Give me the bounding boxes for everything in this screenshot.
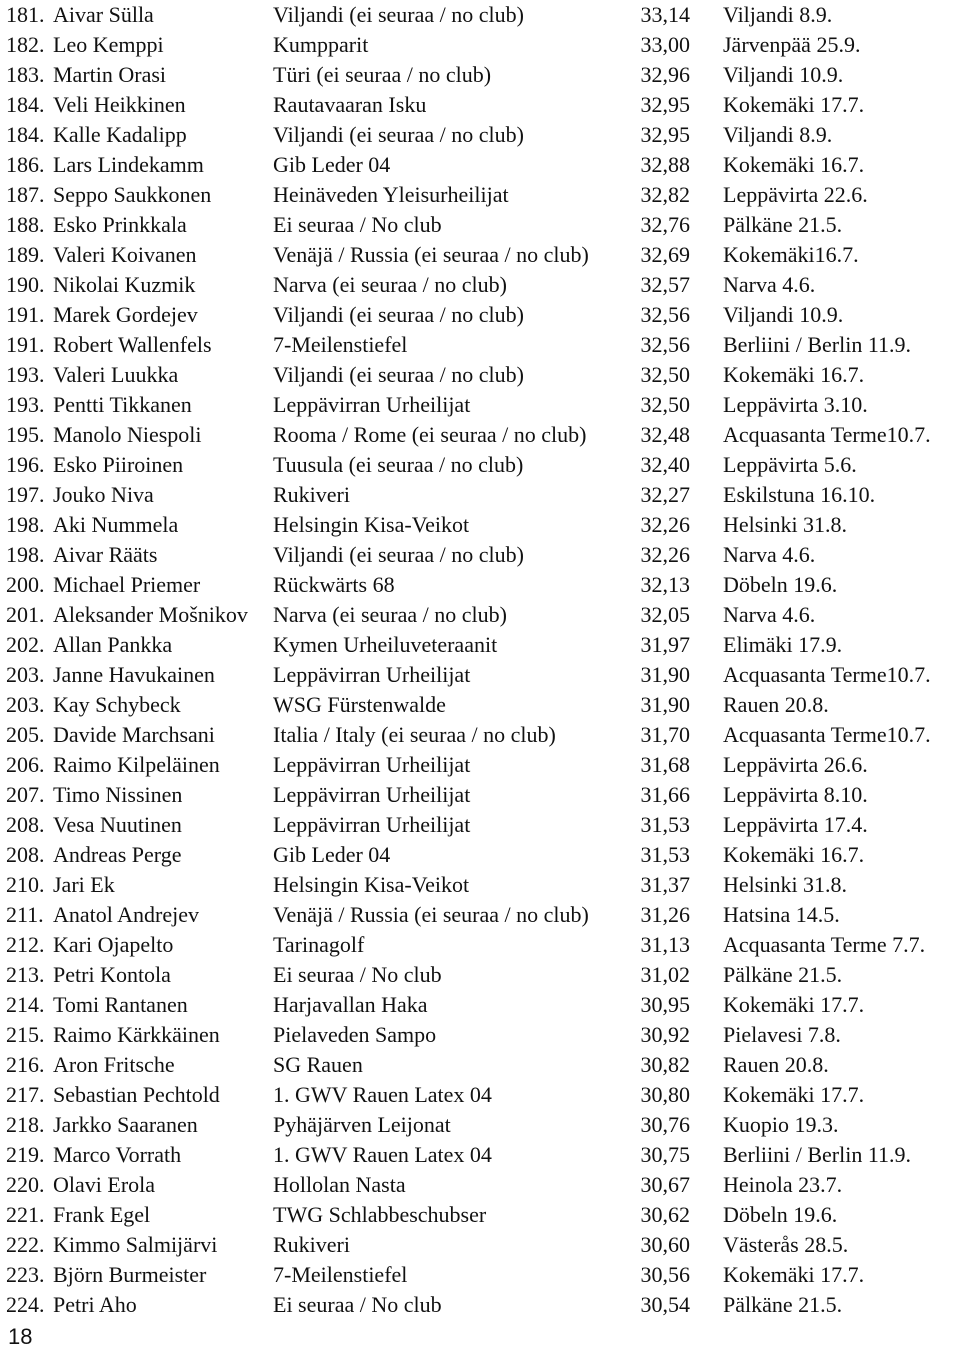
club-name: Rukiveri: [273, 1232, 350, 1257]
result-row: [6, 360, 960, 390]
athlete-name: Valeri Koivanen: [53, 242, 197, 267]
athlete-name: Janne Havukainen: [53, 662, 215, 687]
competition-place-date: Pielavesi 7.8.: [723, 1022, 841, 1047]
competition-place-date: Kokemäki 17.7.: [723, 92, 865, 117]
result-value: 32,48: [640, 422, 690, 447]
result-value: 31,90: [640, 662, 690, 687]
result-value: 30,95: [640, 992, 690, 1017]
athlete-name: Jari Ek: [53, 872, 115, 897]
result-row: [6, 1260, 960, 1290]
club-name: Ei seuraa / No club: [273, 212, 442, 237]
rank-cell: 218.: [6, 1112, 45, 1137]
result-row: [6, 540, 960, 570]
competition-place-date: Kuopio 19.3.: [723, 1112, 839, 1137]
athlete-name: Björn Burmeister: [53, 1262, 207, 1287]
competition-place-date: Berliini / Berlin 11.9.: [723, 332, 911, 357]
result-value: 33,14: [640, 2, 690, 27]
rank-cell: 215.: [6, 1022, 45, 1047]
club-name: Ei seuraa / No club: [273, 962, 442, 987]
club-name: Leppävirran Urheilijat: [273, 662, 471, 687]
result-value: 31,02: [640, 962, 690, 987]
result-row: [6, 90, 960, 120]
rank-cell: 202.: [6, 632, 45, 657]
rank-cell: 208.: [6, 842, 45, 867]
athlete-name: Seppo Saukkonen: [53, 182, 212, 207]
rank-cell: 203.: [6, 662, 45, 687]
rank-cell: 213.: [6, 962, 45, 987]
club-name: 1. GWV Rauen Latex 04: [273, 1142, 492, 1167]
result-value: 31,53: [640, 812, 690, 837]
athlete-name: Manolo Niespoli: [53, 422, 202, 447]
competition-place-date: Västerås 28.5.: [723, 1232, 849, 1257]
competition-place-date: Döbeln 19.6.: [723, 572, 838, 597]
result-value: 31,90: [640, 692, 690, 717]
athlete-name: Tomi Rantanen: [53, 992, 188, 1017]
club-name: Leppävirran Urheilijat: [273, 812, 471, 837]
club-name: Leppävirran Urheilijat: [273, 752, 471, 777]
result-value: 31,70: [640, 722, 690, 747]
result-row: [6, 840, 960, 870]
rank-cell: 210.: [6, 872, 45, 897]
rank-cell: 203.: [6, 692, 45, 717]
result-row: [6, 1050, 960, 1080]
result-row: [6, 1110, 960, 1140]
competition-place-date: Narva 4.6.: [723, 542, 816, 567]
result-value: 30,60: [640, 1232, 690, 1257]
rank-cell: 224.: [6, 1292, 45, 1317]
competition-place-date: Kokemäki16.7.: [723, 242, 859, 267]
rank-cell: 197.: [6, 482, 45, 507]
rank-cell: 190.: [6, 272, 45, 297]
competition-place-date: Leppävirta 17.4.: [723, 812, 868, 837]
result-value: 32,26: [640, 512, 690, 537]
competition-place-date: Pälkäne 21.5.: [723, 212, 843, 237]
competition-place-date: Kokemäki 17.7.: [723, 992, 865, 1017]
rank-cell: 184.: [6, 122, 45, 147]
result-row: [6, 810, 960, 840]
result-value: 32,40: [640, 452, 690, 477]
rank-cell: 188.: [6, 212, 45, 237]
rank-cell: 217.: [6, 1082, 45, 1107]
competition-place-date: Rauen 20.8.: [723, 692, 829, 717]
result-value: 31,26: [640, 902, 690, 927]
result-value: 32,69: [640, 242, 690, 267]
club-name: Heinäveden Yleisurheilijat: [273, 182, 509, 207]
rank-cell: 201.: [6, 602, 45, 627]
result-row: [6, 240, 960, 270]
athlete-name: Michael Priemer: [53, 572, 201, 597]
competition-place-date: Narva 4.6.: [723, 602, 816, 627]
competition-place-date: Kokemäki 17.7.: [723, 1082, 865, 1107]
result-value: 32,50: [640, 362, 690, 387]
result-row: [6, 210, 960, 240]
result-value: 30,82: [640, 1052, 690, 1077]
athlete-name: Pentti Tikkanen: [53, 392, 192, 417]
club-name: Leppävirran Urheilijat: [273, 782, 471, 807]
result-row: [6, 1200, 960, 1230]
result-value: 31,68: [640, 752, 690, 777]
club-name: Pielaveden Sampo: [273, 1022, 437, 1047]
result-row: [6, 690, 960, 720]
rank-cell: 206.: [6, 752, 45, 777]
competition-place-date: Kokemäki 17.7.: [723, 1262, 865, 1287]
result-value: 31,97: [640, 632, 690, 657]
competition-place-date: Döbeln 19.6.: [723, 1202, 838, 1227]
club-name: Rooma / Rome (ei seuraa / no club): [273, 422, 587, 447]
athlete-name: Raimo Kärkkäinen: [53, 1022, 220, 1047]
rank-cell: 193.: [6, 362, 45, 387]
result-row: [6, 1140, 960, 1170]
competition-place-date: Viljandi 8.9.: [723, 2, 833, 27]
competition-place-date: Viljandi 8.9.: [723, 122, 833, 147]
result-value: 30,56: [640, 1262, 690, 1287]
result-row: [6, 600, 960, 630]
club-name: Gib Leder 04: [273, 842, 391, 867]
club-name: Viljandi (ei seuraa / no club): [273, 122, 524, 147]
rank-cell: 196.: [6, 452, 45, 477]
competition-place-date: Leppävirta 26.6.: [723, 752, 868, 777]
competition-place-date: Leppävirta 5.6.: [723, 452, 857, 477]
club-name: 7-Meilenstiefel: [273, 1262, 408, 1287]
result-row: [6, 450, 960, 480]
athlete-name: Anatol Andrejev: [53, 902, 200, 927]
competition-place-date: Kokemäki 16.7.: [723, 362, 865, 387]
athlete-name: Timo Nissinen: [53, 782, 183, 807]
club-name: Venäjä / Russia (ei seuraa / no club): [273, 242, 589, 267]
rank-cell: 216.: [6, 1052, 45, 1077]
result-value: 31,37: [640, 872, 690, 897]
competition-place-date: Berliini / Berlin 11.9.: [723, 1142, 911, 1167]
results-list: [6, 0, 960, 1320]
result-value: 31,53: [640, 842, 690, 867]
result-row: [6, 0, 960, 30]
result-row: [6, 630, 960, 660]
competition-place-date: Leppävirta 22.6.: [723, 182, 868, 207]
result-row: [6, 750, 960, 780]
result-value: 32,56: [640, 332, 690, 357]
athlete-name: Aleksander Mošnikov: [53, 602, 248, 627]
athlete-name: Aivar Rääts: [53, 542, 158, 567]
rank-cell: 221.: [6, 1202, 45, 1227]
result-row: [6, 780, 960, 810]
athlete-name: Esko Piiroinen: [53, 452, 184, 477]
rank-cell: 195.: [6, 422, 45, 447]
club-name: Helsingin Kisa-Veikot: [273, 512, 470, 537]
result-value: 32,27: [640, 482, 690, 507]
athlete-name: Petri Kontola: [53, 962, 171, 987]
result-value: 33,00: [640, 32, 690, 57]
club-name: Rukiveri: [273, 482, 350, 507]
athlete-name: Allan Pankka: [53, 632, 173, 657]
athlete-name: Petri Aho: [53, 1292, 137, 1317]
athlete-name: Robert Wallenfels: [53, 332, 212, 357]
result-row: [6, 900, 960, 930]
athlete-name: Vesa Nuutinen: [53, 812, 182, 837]
result-value: 30,92: [640, 1022, 690, 1047]
rank-cell: 219.: [6, 1142, 45, 1167]
result-row: [6, 270, 960, 300]
athlete-name: Kay Schybeck: [53, 692, 181, 717]
result-value: 31,13: [640, 932, 690, 957]
club-name: Türi (ei seuraa / no club): [273, 62, 492, 87]
athlete-name: Nikolai Kuzmik: [53, 272, 196, 297]
competition-place-date: Elimäki 17.9.: [723, 632, 843, 657]
competition-place-date: Järvenpää 25.9.: [723, 32, 861, 57]
athlete-name: Esko Prinkkala: [53, 212, 187, 237]
club-name: Hollolan Nasta: [273, 1172, 406, 1197]
rank-cell: 187.: [6, 182, 45, 207]
result-value: 30,76: [640, 1112, 690, 1137]
athlete-name: Kimmo Salmijärvi: [53, 1232, 218, 1257]
athlete-name: Kari Ojapelto: [53, 932, 174, 957]
club-name: TWG Schlabbeschubser: [273, 1202, 487, 1227]
club-name: Rückwärts 68: [273, 572, 395, 597]
rank-cell: 223.: [6, 1262, 45, 1287]
club-name: Leppävirran Urheilijat: [273, 392, 471, 417]
athlete-name: Martin Orasi: [53, 62, 167, 87]
athlete-name: Sebastian Pechtold: [53, 1082, 220, 1107]
rank-cell: 208.: [6, 812, 45, 837]
result-value: 30,67: [640, 1172, 690, 1197]
result-row: [6, 120, 960, 150]
competition-place-date: Leppävirta 3.10.: [723, 392, 868, 417]
rank-cell: 182.: [6, 32, 45, 57]
result-row: [6, 1290, 960, 1320]
result-value: 30,54: [640, 1292, 690, 1317]
result-value: 32,13: [640, 572, 690, 597]
rank-cell: 222.: [6, 1232, 45, 1257]
result-row: [6, 990, 960, 1020]
result-value: 32,82: [640, 182, 690, 207]
competition-place-date: Narva 4.6.: [723, 272, 816, 297]
athlete-name: Valeri Luukka: [53, 362, 179, 387]
club-name: Italia / Italy (ei seuraa / no club): [273, 722, 556, 747]
rank-cell: 205.: [6, 722, 45, 747]
club-name: Rautavaaran Isku: [273, 92, 427, 117]
rank-cell: 189.: [6, 242, 45, 267]
athlete-name: Aki Nummela: [53, 512, 179, 537]
result-row: [6, 60, 960, 90]
result-row: [6, 420, 960, 450]
athlete-name: Marek Gordejev: [53, 302, 198, 327]
club-name: Pyhäjärven Leijonat: [273, 1112, 451, 1137]
result-value: 30,62: [640, 1202, 690, 1227]
result-value: 32,95: [640, 122, 690, 147]
athlete-name: Aivar Sülla: [53, 2, 154, 27]
result-row: [6, 660, 960, 690]
competition-place-date: Acquasanta Terme 7.7.: [723, 932, 926, 957]
rank-cell: 220.: [6, 1172, 45, 1197]
result-row: [6, 1230, 960, 1260]
rank-cell: 191.: [6, 302, 45, 327]
club-name: Narva (ei seuraa / no club): [273, 272, 507, 297]
competition-place-date: Acquasanta Terme10.7.: [723, 722, 931, 747]
athlete-name: Veli Heikkinen: [53, 92, 186, 117]
competition-place-date: Heinola 23.7.: [723, 1172, 843, 1197]
result-row: [6, 570, 960, 600]
result-row: [6, 960, 960, 990]
competition-place-date: Acquasanta Terme10.7.: [723, 662, 931, 687]
club-name: Gib Leder 04: [273, 152, 391, 177]
athlete-name: Frank Egel: [53, 1202, 151, 1227]
result-row: [6, 720, 960, 750]
result-value: 32,56: [640, 302, 690, 327]
club-name: WSG Fürstenwalde: [273, 692, 446, 717]
result-row: [6, 510, 960, 540]
rank-cell: 184.: [6, 92, 45, 117]
result-value: 32,88: [640, 152, 690, 177]
club-name: Viljandi (ei seuraa / no club): [273, 542, 524, 567]
athlete-name: Jouko Niva: [53, 482, 154, 507]
result-row: [6, 390, 960, 420]
result-row: [6, 330, 960, 360]
rank-cell: 214.: [6, 992, 45, 1017]
club-name: Narva (ei seuraa / no club): [273, 602, 507, 627]
result-value: 32,26: [640, 542, 690, 567]
rank-cell: 186.: [6, 152, 45, 177]
competition-place-date: Kokemäki 16.7.: [723, 152, 865, 177]
club-name: SG Rauen: [273, 1052, 363, 1077]
result-row: [6, 150, 960, 180]
athlete-name: Raimo Kilpeläinen: [53, 752, 220, 777]
competition-place-date: Pälkäne 21.5.: [723, 962, 843, 987]
club-name: Tuusula (ei seuraa / no club): [273, 452, 524, 477]
club-name: Viljandi (ei seuraa / no club): [273, 2, 524, 27]
rank-cell: 207.: [6, 782, 45, 807]
rank-cell: 200.: [6, 572, 45, 597]
athlete-name: Marco Vorrath: [53, 1142, 182, 1167]
competition-place-date: Pälkäne 21.5.: [723, 1292, 843, 1317]
athlete-name: Aron Fritsche: [53, 1052, 175, 1077]
rank-cell: 183.: [6, 62, 45, 87]
rank-cell: 181.: [6, 2, 45, 27]
club-name: Kumpparit: [273, 32, 369, 57]
result-value: 30,80: [640, 1082, 690, 1107]
athlete-name: Kalle Kadalipp: [53, 122, 187, 147]
rank-cell: 212.: [6, 932, 45, 957]
result-value: 32,76: [640, 212, 690, 237]
rank-cell: 211.: [6, 902, 44, 927]
club-name: Venäjä / Russia (ei seuraa / no club): [273, 902, 589, 927]
result-row: [6, 1020, 960, 1050]
club-name: 1. GWV Rauen Latex 04: [273, 1082, 492, 1107]
result-value: 31,66: [640, 782, 690, 807]
result-value: 30,75: [640, 1142, 690, 1167]
result-value: 32,95: [640, 92, 690, 117]
result-row: [6, 1080, 960, 1110]
result-row: [6, 930, 960, 960]
result-value: 32,57: [640, 272, 690, 297]
athlete-name: Davide Marchsani: [53, 722, 215, 747]
competition-place-date: Leppävirta 8.10.: [723, 782, 868, 807]
competition-place-date: Hatsina 14.5.: [723, 902, 840, 927]
club-name: Viljandi (ei seuraa / no club): [273, 362, 524, 387]
result-value: 32,05: [640, 602, 690, 627]
athlete-name: Andreas Perge: [53, 842, 182, 867]
page-number: 18: [8, 1324, 33, 1349]
athlete-name: Jarkko Saaranen: [53, 1112, 198, 1137]
athlete-name: Olavi Erola: [53, 1172, 156, 1197]
result-value: 32,96: [640, 62, 690, 87]
athlete-name: Leo Kemppi: [53, 32, 164, 57]
competition-place-date: Viljandi 10.9.: [723, 62, 844, 87]
competition-place-date: Eskilstuna 16.10.: [723, 482, 876, 507]
result-row: [6, 1170, 960, 1200]
club-name: Harjavallan Haka: [273, 992, 428, 1017]
result-row: [6, 480, 960, 510]
athlete-name: Lars Lindekamm: [53, 152, 204, 177]
club-name: Ei seuraa / No club: [273, 1292, 442, 1317]
rank-cell: 198.: [6, 512, 45, 537]
result-value: 32,50: [640, 392, 690, 417]
competition-place-date: Helsinki 31.8.: [723, 872, 848, 897]
competition-place-date: Kokemäki 16.7.: [723, 842, 865, 867]
competition-place-date: Helsinki 31.8.: [723, 512, 848, 537]
result-row: [6, 180, 960, 210]
result-row: [6, 30, 960, 60]
rank-cell: 193.: [6, 392, 45, 417]
club-name: Viljandi (ei seuraa / no club): [273, 302, 524, 327]
competition-place-date: Viljandi 10.9.: [723, 302, 844, 327]
club-name: Helsingin Kisa-Veikot: [273, 872, 470, 897]
result-row: [6, 870, 960, 900]
club-name: 7-Meilenstiefel: [273, 332, 408, 357]
club-name: Kymen Urheiluveteraanit: [273, 632, 498, 657]
rank-cell: 198.: [6, 542, 45, 567]
club-name: Tarinagolf: [273, 932, 365, 957]
competition-place-date: Rauen 20.8.: [723, 1052, 829, 1077]
result-row: [6, 300, 960, 330]
competition-place-date: Acquasanta Terme10.7.: [723, 422, 931, 447]
rank-cell: 191.: [6, 332, 45, 357]
